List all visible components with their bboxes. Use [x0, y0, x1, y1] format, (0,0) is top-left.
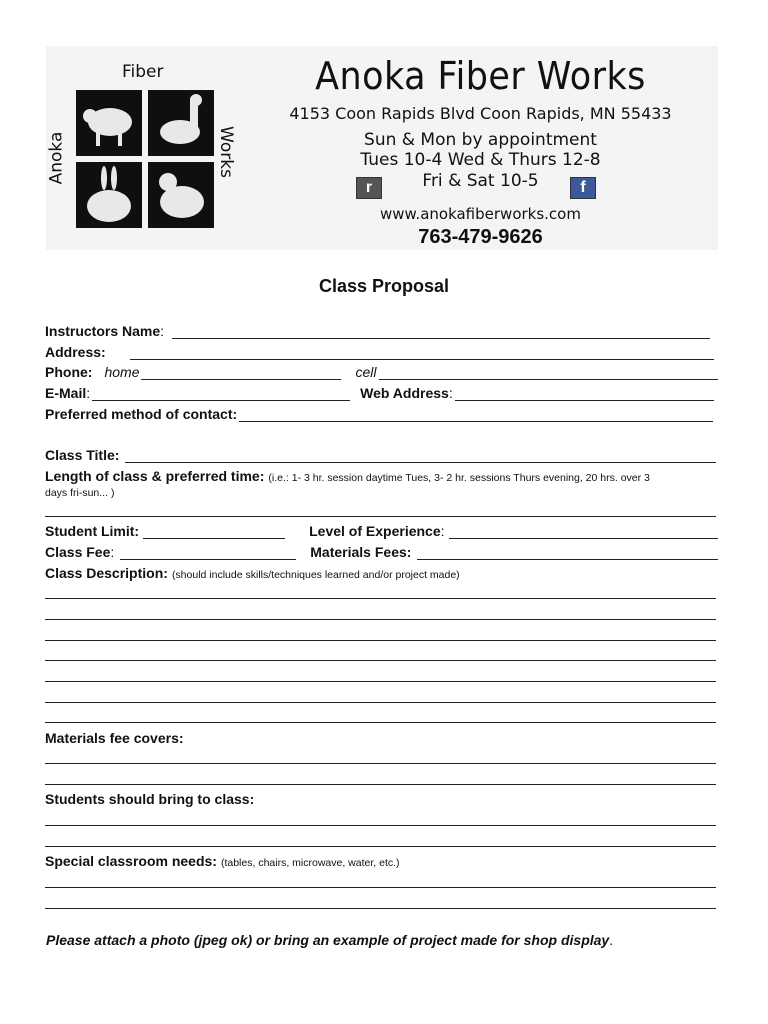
description-line[interactable]	[45, 660, 716, 661]
class-length-row	[45, 467, 722, 484]
class-title-field[interactable]	[125, 450, 716, 463]
students-bring-row	[45, 790, 722, 807]
instructor-name-row	[45, 322, 710, 339]
materials-fees-label: Materials Fees:	[310, 544, 412, 560]
colon: :	[448, 385, 453, 401]
description-line[interactable]	[45, 702, 716, 703]
address-field[interactable]	[130, 347, 714, 360]
facebook-icon[interactable]: f	[570, 177, 596, 199]
materials-covers-label: Materials fee covers:	[45, 730, 184, 746]
class-fee-row	[45, 543, 718, 560]
footer-text: Please attach a photo (jpeg ok) or bring an example of project made for shop display	[46, 932, 610, 948]
materials-covers-line[interactable]	[45, 763, 716, 764]
hours-line-2: Tues 10-4 Wed & Thurs 12-8	[360, 150, 601, 170]
class-fee-label: Class Fee	[45, 544, 111, 560]
student-limit-field[interactable]	[143, 526, 285, 539]
experience-level-label: Level of Experience	[309, 523, 441, 539]
experience-level-field[interactable]	[449, 526, 718, 539]
special-needs-line[interactable]	[45, 887, 716, 888]
materials-covers-line[interactable]	[45, 784, 716, 785]
address-label: Address:	[45, 344, 106, 360]
sheep-icon	[76, 90, 142, 156]
description-line[interactable]	[45, 722, 716, 723]
preferred-contact-label: Preferred method of contact:	[45, 406, 238, 422]
special-needs-row	[45, 852, 722, 869]
class-length-hint-continued: days fri-sun... )	[45, 487, 115, 499]
colon: :	[110, 544, 115, 560]
preferred-contact-field[interactable]	[239, 409, 713, 422]
instructor-name-field[interactable]	[172, 326, 710, 339]
shop-phone: 763-479-9626	[418, 226, 543, 248]
ravelry-icon[interactable]: r	[356, 177, 382, 199]
class-description-label: Class Description:	[45, 565, 168, 581]
email-field[interactable]	[92, 388, 350, 401]
phone-row	[45, 363, 718, 380]
colon: :	[86, 385, 91, 401]
description-line[interactable]	[45, 598, 716, 599]
rabbit-icon	[76, 162, 142, 228]
footer-period: .	[609, 932, 614, 948]
email-row	[45, 384, 714, 401]
shop-name: Anoka Fiber Works	[315, 54, 646, 98]
hours-line-3: Fri & Sat 10-5	[422, 171, 539, 191]
students-bring-label: Students should bring to class:	[45, 791, 255, 807]
phone-label: Phone:	[45, 364, 93, 380]
description-line[interactable]	[45, 619, 716, 620]
cell-phone-field[interactable]	[379, 367, 719, 380]
class-title-label: Class Title:	[45, 447, 120, 463]
student-limit-row	[45, 522, 718, 539]
colon: :	[440, 523, 445, 539]
class-title-row	[45, 446, 716, 463]
footer-note	[46, 932, 613, 948]
materials-fees-field[interactable]	[417, 547, 718, 560]
logo-word-anoka: Anoka	[46, 131, 67, 185]
page-title: Class Proposal	[318, 276, 450, 296]
home-label: home	[104, 364, 140, 380]
class-description-row	[45, 564, 722, 581]
special-needs-hint: (tables, chairs, microwave, water, etc.)	[220, 857, 400, 869]
email-label: E-Mail	[45, 385, 87, 401]
class-description-hint: (should include skills/techniques learned and/or project made)	[171, 569, 460, 581]
class-length-field[interactable]	[45, 516, 716, 517]
class-length-label: Length of class & preferred time:	[45, 468, 265, 484]
address-row	[45, 343, 714, 360]
materials-covers-row	[45, 729, 722, 746]
special-needs-label: Special classroom needs:	[45, 853, 217, 869]
shop-address: 4153 Coon Rapids Blvd Coon Rapids, MN 55433	[289, 104, 672, 123]
colon: :	[160, 323, 165, 339]
shop-logo	[48, 52, 240, 248]
cell-label: cell	[355, 364, 377, 380]
web-address-label: Web Address	[360, 385, 449, 401]
description-line[interactable]	[45, 640, 716, 641]
class-length-hint: (i.e.: 1- 3 hr. session daytime Tues, 3- 2 hr. sessions Thurs evening, 20 hrs. over 3	[268, 472, 650, 484]
class-fee-field[interactable]	[120, 547, 296, 560]
preferred-contact-row	[45, 405, 713, 422]
students-bring-line[interactable]	[45, 825, 716, 826]
logo-word-works: Works	[215, 126, 236, 178]
home-phone-field[interactable]	[141, 367, 341, 380]
hours-line-1: Sun & Mon by appointment	[364, 130, 597, 150]
description-line[interactable]	[45, 681, 716, 682]
shop-website[interactable]: www.anokafiberworks.com	[380, 205, 581, 223]
web-address-field[interactable]	[455, 388, 714, 401]
logo-word-fiber: Fiber	[122, 62, 164, 82]
special-needs-line[interactable]	[45, 908, 716, 909]
student-limit-label: Student Limit:	[45, 523, 140, 539]
instructor-name-label: Instructors Name	[45, 323, 161, 339]
students-bring-line[interactable]	[45, 846, 716, 847]
goat-icon	[148, 162, 214, 228]
alpaca-icon	[148, 90, 214, 156]
